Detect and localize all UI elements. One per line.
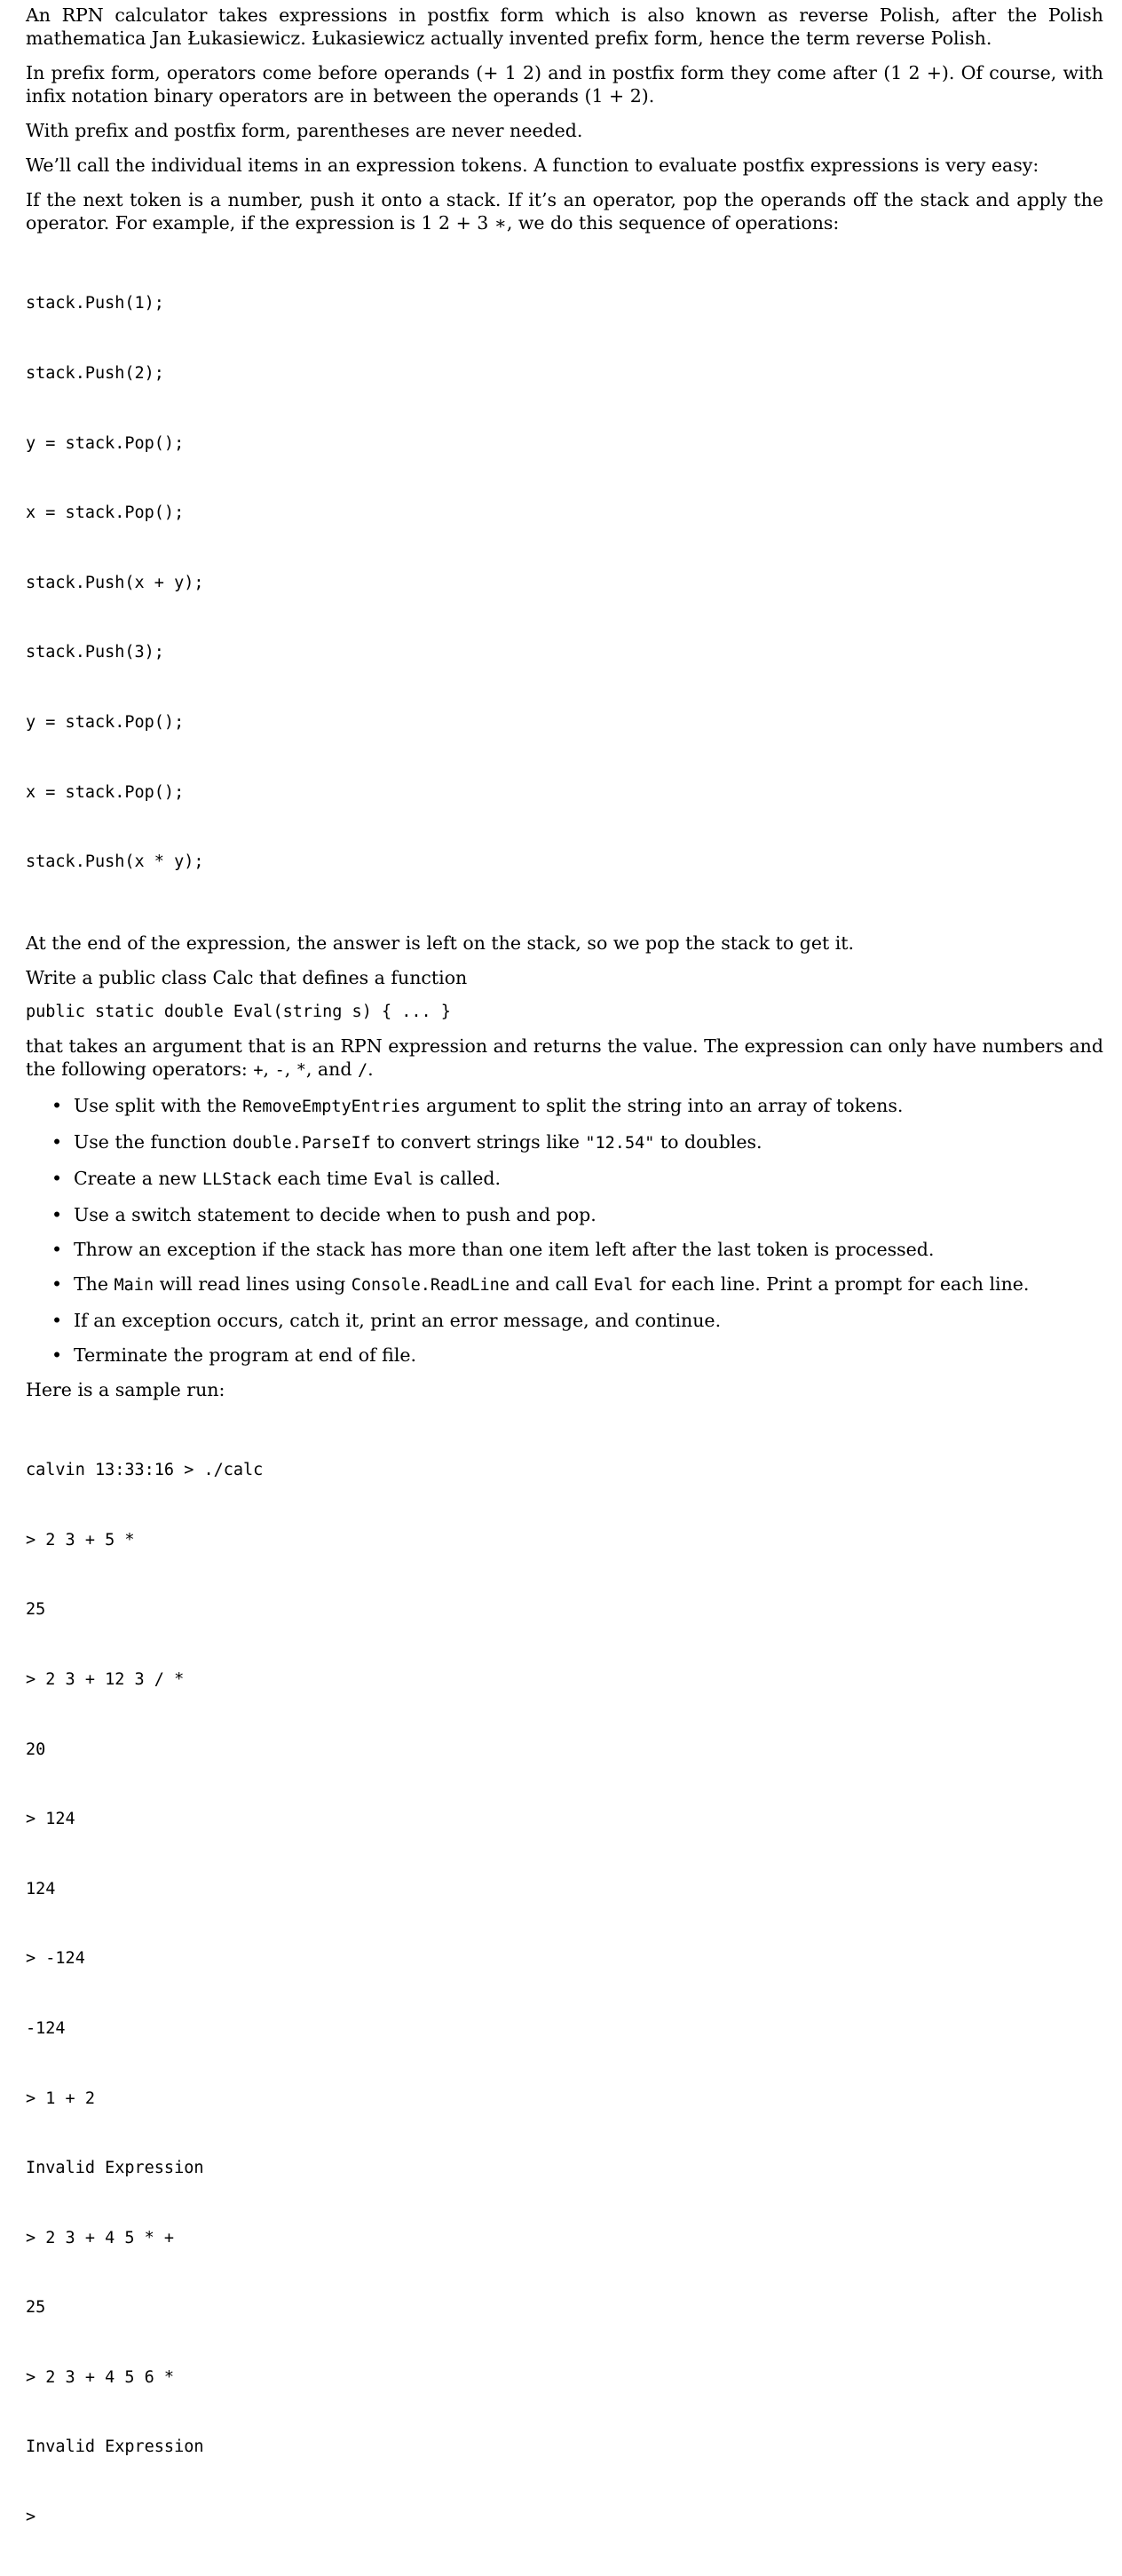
inline-code: "12.54" xyxy=(585,1133,655,1153)
text-run: . xyxy=(648,85,655,107)
stack-code-block xyxy=(26,246,1103,921)
text-run: , and xyxy=(305,1058,358,1080)
bullet-icon: • xyxy=(51,1130,63,1153)
text-run: Use split with the xyxy=(74,1094,243,1116)
code-line: x = stack.Pop(); xyxy=(26,503,185,523)
parentheses-paragraph: With prefix and postfix form, parentheses are never needed. xyxy=(26,120,583,141)
terminal-line: > xyxy=(26,2508,36,2527)
operator-plus: + xyxy=(253,1060,264,1080)
text-run: Create a new xyxy=(74,1167,202,1189)
text-run: to doubles. xyxy=(654,1130,762,1153)
list-item xyxy=(26,1309,1103,1332)
inline-code: RemoveEmptyEntries xyxy=(242,1097,421,1116)
text-run: each time xyxy=(271,1167,374,1189)
inline-code: double.ParseIf xyxy=(232,1133,371,1153)
bullet-icon: • xyxy=(51,1203,63,1225)
task-paragraph: Write a public class Calc that defines a function xyxy=(26,966,468,988)
sample-run-output xyxy=(26,1413,1103,2576)
code-line: stack.Push(2); xyxy=(26,364,164,383)
code-line: x = stack.Pop(); xyxy=(26,782,185,802)
inline-code: Console.ReadLine xyxy=(351,1275,510,1295)
terminal-line: Invalid Expression xyxy=(26,2159,204,2178)
text-run: Terminate the program at end of file. xyxy=(74,1343,417,1366)
text-run: and call xyxy=(509,1272,594,1295)
terminal-line: > 2 3 + 5 * xyxy=(26,1530,135,1550)
text-run: argument to split the string into an array of tokens. xyxy=(420,1094,904,1116)
list-item xyxy=(26,1272,1103,1297)
terminal-line: > 2 3 + 4 5 * + xyxy=(26,2228,175,2247)
list-item xyxy=(26,1343,1103,1367)
terminal-line: -124 xyxy=(26,2018,66,2038)
code-line: y = stack.Pop(); xyxy=(26,433,185,453)
text-run: , xyxy=(263,1058,275,1080)
text-run: If an exception occurs, catch it, print an error message, and continue. xyxy=(74,1309,722,1331)
terminal-line: 20 xyxy=(26,1740,46,1759)
document-page xyxy=(26,4,1103,2576)
bullet-icon: • xyxy=(51,1309,63,1331)
inline-code: LLStack xyxy=(201,1169,272,1189)
text-run: Use the function xyxy=(74,1130,233,1153)
text-run: Use a switch statement to decide when to push and pop. xyxy=(74,1203,597,1225)
terminal-line: > -124 xyxy=(26,1949,85,1969)
notation-paragraph xyxy=(26,61,1103,107)
terminal-line: 25 xyxy=(26,1600,46,1620)
algorithm-paragraph xyxy=(26,188,1103,234)
text-run: Throw an exception if the stack has more than one item left after the last token is processed. xyxy=(74,1238,935,1260)
sample-run-heading: Here is a sample run: xyxy=(26,1378,225,1400)
text-run: , we do this sequence of operations: xyxy=(506,212,840,234)
operators-paragraph xyxy=(26,1034,1103,1082)
text-run: In prefix form, operators come before operands xyxy=(26,62,477,83)
inline-code: Eval xyxy=(373,1169,414,1189)
bullet-icon: • xyxy=(51,1343,63,1366)
list-item xyxy=(26,1094,1103,1119)
bullet-icon: • xyxy=(51,1238,63,1260)
bullet-icon: • xyxy=(51,1272,63,1295)
text-run: If the next token is a number, push it onto a stack. If it’s an operator, pop the operands off the stack and apply the operator. For example, if the expression is xyxy=(26,189,1103,234)
code-line: stack.Push(3); xyxy=(26,643,164,662)
text-run: . xyxy=(367,1058,374,1080)
terminal-line: 124 xyxy=(26,1879,56,1898)
inline-code: Eval xyxy=(593,1275,634,1295)
terminal-line: > 124 xyxy=(26,1810,75,1829)
terminal-line: > 2 3 + 12 3 / * xyxy=(26,1669,185,1689)
prefix-example: (+ 1 2) xyxy=(476,62,541,83)
text-run: that takes an argument that is an RPN expression and returns the value. The expression can only have numbers and the following operators: xyxy=(26,1034,1103,1080)
postfix-example: (1 2 +) xyxy=(883,62,949,83)
infix-example: (1 + 2) xyxy=(584,85,649,107)
example-expression: 1 2 + 3 ∗ xyxy=(421,212,507,234)
list-item xyxy=(26,1167,1103,1192)
text-run: and in postfix form they come after xyxy=(541,62,884,83)
result-paragraph: At the end of the expression, the answer is left on the stack, so we pop the stack to get it. xyxy=(26,931,855,954)
terminal-line: 25 xyxy=(26,2298,46,2318)
requirements-list xyxy=(26,1094,1103,1367)
list-item xyxy=(26,1130,1103,1155)
function-signature: public static double Eval(string s) { ... } xyxy=(26,1002,451,1021)
text-run: . Of course, with infix notation binary operators are in between the operands xyxy=(26,62,1104,107)
bullet-icon: • xyxy=(51,1094,63,1116)
operator-minus: - xyxy=(274,1060,285,1080)
inline-code: Main xyxy=(114,1275,154,1295)
code-line: y = stack.Pop(); xyxy=(26,712,185,732)
terminal-line: calvin 13:33:16 > ./calc xyxy=(26,1461,264,1480)
terminal-line: Invalid Expression xyxy=(26,2437,204,2457)
text-run: The xyxy=(74,1272,115,1295)
text-run: will read lines using xyxy=(154,1272,352,1295)
bullet-icon: • xyxy=(51,1167,63,1189)
code-line: stack.Push(1); xyxy=(26,294,164,313)
text-run: is called. xyxy=(413,1167,502,1189)
text-run: to convert strings like xyxy=(370,1130,586,1153)
operator-divide: / xyxy=(358,1060,368,1080)
terminal-line: > 2 3 + 4 5 6 * xyxy=(26,2367,175,2387)
list-item xyxy=(26,1238,1103,1261)
list-item xyxy=(26,1203,1103,1226)
code-line: stack.Push(x + y); xyxy=(26,573,204,592)
operator-times: * xyxy=(296,1060,306,1080)
terminal-line: > 1 + 2 xyxy=(26,2089,95,2108)
tokens-paragraph: We’ll call the individual items in an expression tokens. A function to evaluate postfix expressions is very easy: xyxy=(26,155,1039,176)
intro-paragraph: An RPN calculator takes expressions in postfix form which is also known as reverse Polish, after the Polish mathematica Jan Łukasiewicz. Łukasiewicz actually invented prefix form, hence the term reverse Polish. xyxy=(26,4,1103,49)
code-line: stack.Push(x * y); xyxy=(26,852,204,872)
text-run: , xyxy=(284,1058,296,1080)
text-run: for each line. Print a prompt for each line. xyxy=(633,1272,1030,1295)
